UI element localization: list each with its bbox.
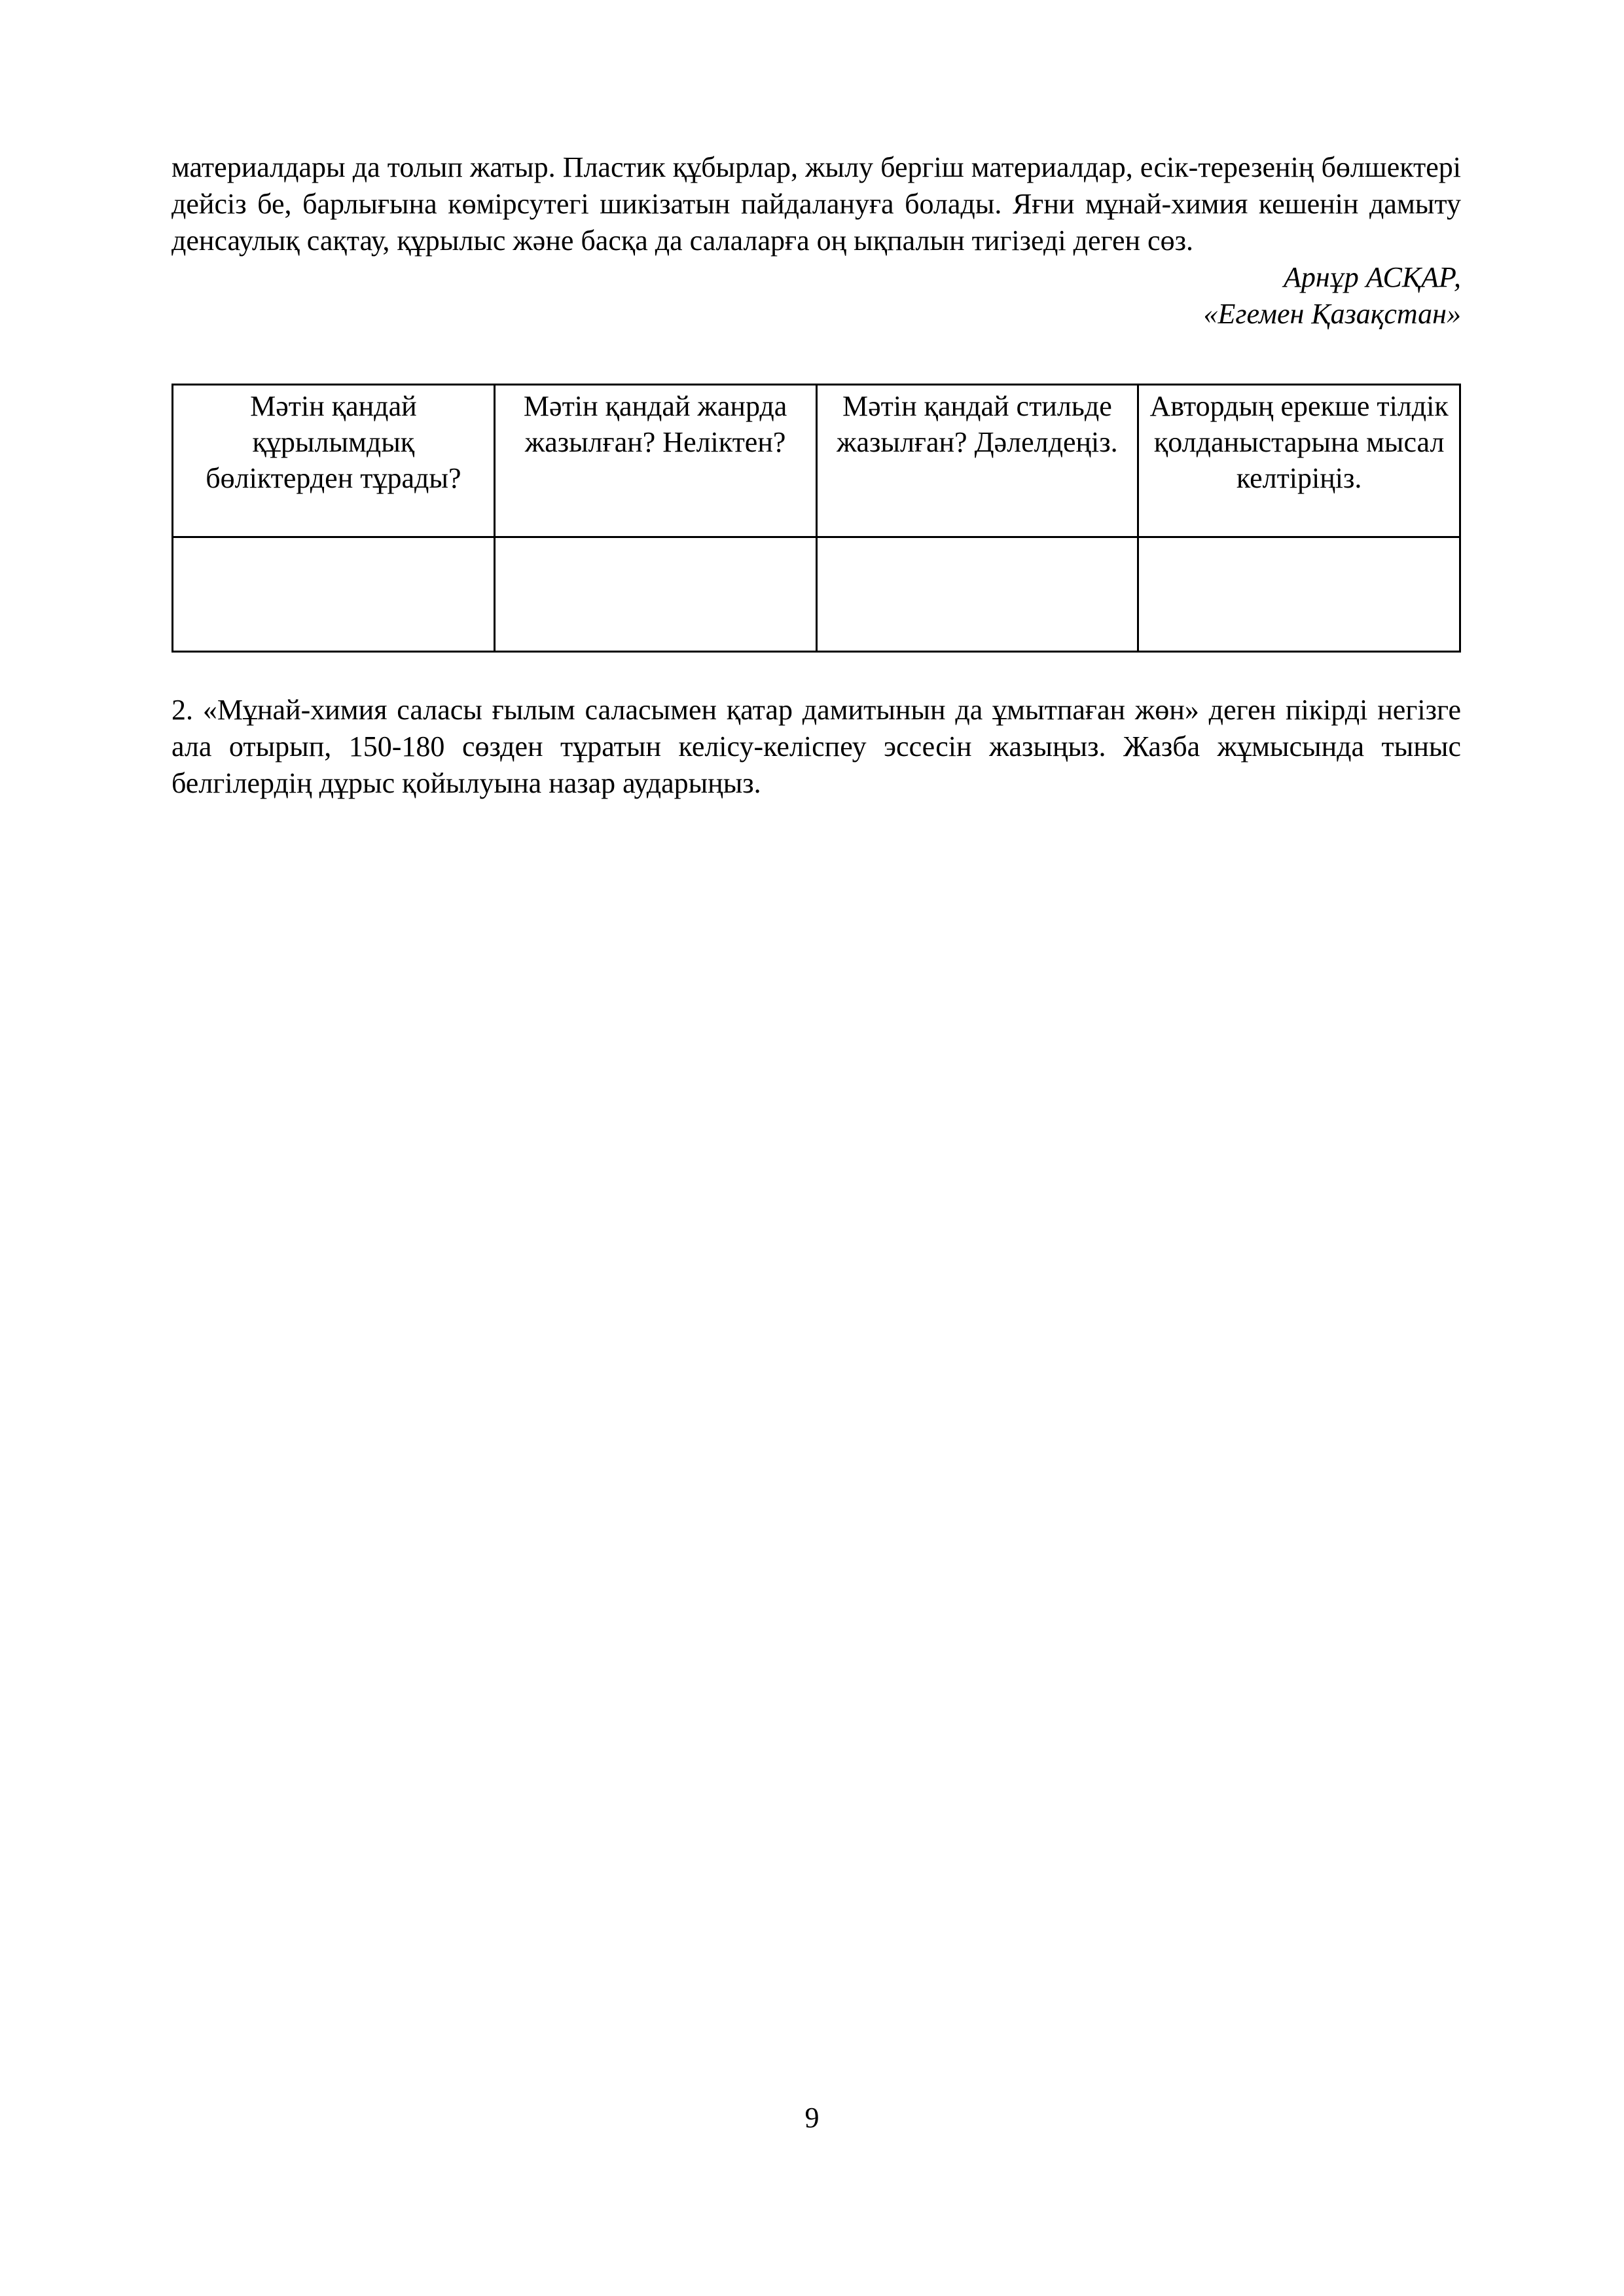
table-answer-row — [173, 537, 1460, 652]
page-number: 9 — [804, 2102, 820, 2134]
table-header-language: Автордың ерекше тілдік қолданыстарына мысал келтіріңіз. — [1138, 385, 1460, 537]
table-header-style: Мәтін қандай стильде жазылған? Дәлелдеңіз. — [816, 385, 1138, 537]
task-2-text: 2. «Мұнай-химия саласы ғылым саласымен қатар дамитынын да ұмытпаған жөн» деген пікірді негізге ала отырып, 150-180 сөзден тұратын келісу-келіспеу эссесін жазыңыз. Жазба жұмысында тыныс белгілердің дұрыс қойылуына назар аударыңыз. — [171, 694, 1461, 799]
answer-cell[interactable] — [173, 537, 495, 652]
answer-cell[interactable] — [816, 537, 1138, 652]
answer-cell[interactable] — [1138, 537, 1460, 652]
table-header-row — [173, 385, 1460, 537]
page-content — [171, 149, 1461, 802]
attribution-author: Арнұр АСҚАР, — [1284, 261, 1461, 293]
table-header-structure: Мәтін қандай құрылымдық бөліктерден тұрады? — [173, 385, 495, 537]
table-header-genre: Мәтін қандай жанрда жазылған? Неліктен? — [494, 385, 816, 537]
analysis-table — [171, 384, 1461, 653]
intro-paragraph: материалдары да толып жатыр. Пластик құбырлар, жылу бергіш материалдар, есік-терезенің бөлшектері дейсіз бе, барлығына көмірсутегі шикізатын пайдалануға болады. Яғни мұнай-химия кешенін дамыту денсаулық сақтау, құрылыс және басқа да салаларға оң ықпалын тигізеді деген сөз. — [171, 151, 1461, 257]
answer-cell[interactable] — [494, 537, 816, 652]
attribution-source: «Егемен Қазақстан» — [1203, 298, 1461, 330]
